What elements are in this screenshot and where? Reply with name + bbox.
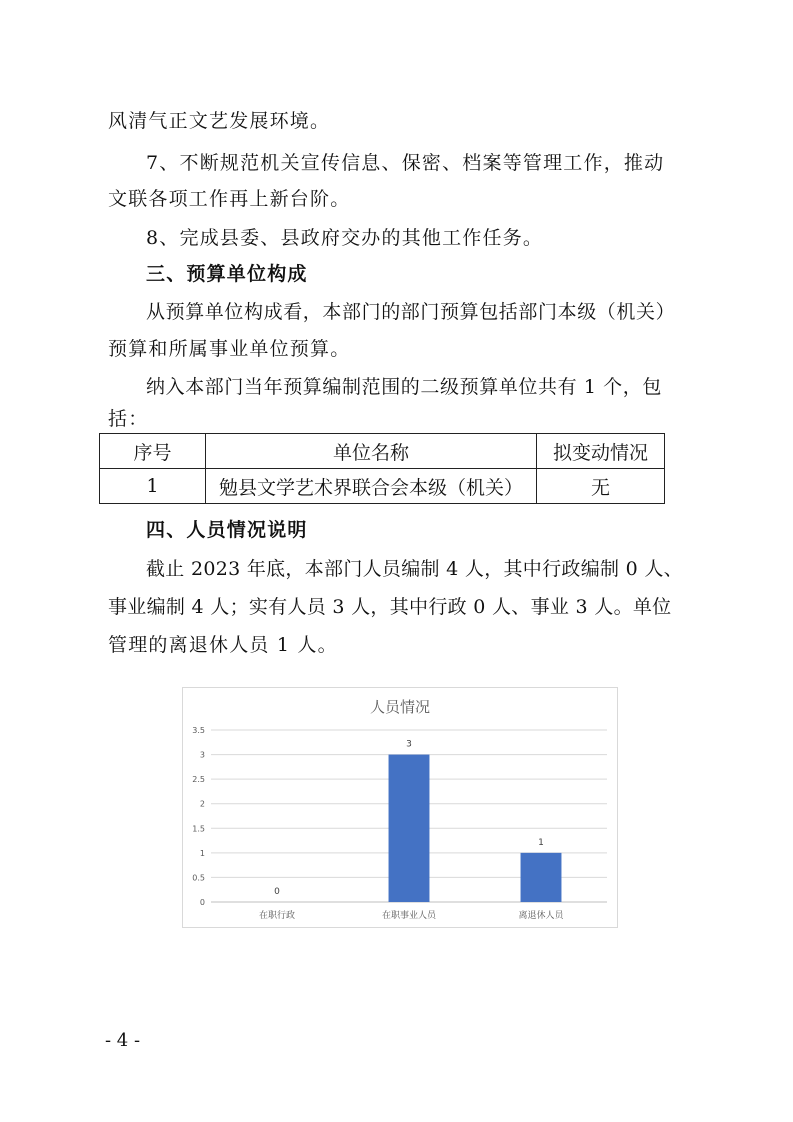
x-tick-label: 在职行政 (258, 911, 296, 921)
data-label: 1 (538, 837, 544, 848)
paragraph-line: 7、不断规范机关宣传信息、保密、档案等管理工作，推动 (146, 152, 665, 174)
paragraph-line: 文联各项工作再上新台阶。 (108, 188, 351, 210)
table-cell: 无 (537, 469, 665, 504)
data-label: 3 (406, 739, 412, 750)
bar (521, 853, 562, 902)
table-header-row (100, 434, 665, 469)
paragraph-line: 事业编制 4 人；实有人员 3 人，其中行政 0 人、事业 3 人。单位 (108, 596, 672, 618)
paragraph-line: 纳入本部门当年预算编制范围的二级预算单位共有 1 个，包 (146, 376, 662, 398)
paragraph-line: 从预算单位构成看，本部门的部门预算包括部门本级（机关） (146, 301, 676, 323)
chart-svg (183, 688, 617, 927)
x-tick-label: 离退休人员 (518, 911, 564, 921)
paragraph-line: 管理的离退休人员 1 人。 (108, 634, 338, 656)
paragraph-line: 截止 2023 年底，本部门人员编制 4 人，其中行政编制 0 人、 (146, 558, 683, 580)
budget-unit-table (99, 433, 665, 504)
paragraph-line: 8、完成县委、县政府交办的其他工作任务。 (146, 227, 544, 249)
paragraph-line: 风清气正文艺发展环境。 (108, 110, 331, 132)
section-heading: 三、预算单位构成 (146, 263, 308, 285)
y-tick-label: 0.5 (192, 873, 205, 883)
y-tick-label: 1 (199, 848, 205, 858)
paragraph-line: 预算和所属事业单位预算。 (108, 338, 351, 360)
table-header-cell: 单位名称 (206, 434, 537, 469)
table-cell: 勉县文学艺术界联合会本级（机关） (206, 469, 537, 504)
bar (389, 755, 430, 902)
y-tick-label: 0 (199, 898, 205, 907)
table-cell: 1 (100, 469, 206, 504)
y-tick-label: 2 (199, 799, 205, 809)
y-tick-label: 1.5 (192, 824, 205, 834)
y-tick-label: 3.5 (192, 726, 205, 735)
section-heading: 四、人员情况说明 (146, 519, 308, 541)
page-number: - 4 - (105, 1030, 141, 1051)
y-tick-label: 3 (199, 750, 205, 760)
paragraph-line: 括： (108, 408, 149, 430)
table-header-cell: 拟变动情况 (537, 434, 665, 469)
table-row (100, 469, 665, 504)
x-tick-label: 在职事业人员 (381, 911, 437, 921)
y-tick-label: 2.5 (192, 775, 205, 785)
data-label: 0 (274, 887, 280, 897)
table-header-cell: 序号 (100, 434, 206, 469)
personnel-chart (182, 687, 618, 928)
chart-title: 人员情况 (369, 698, 431, 716)
